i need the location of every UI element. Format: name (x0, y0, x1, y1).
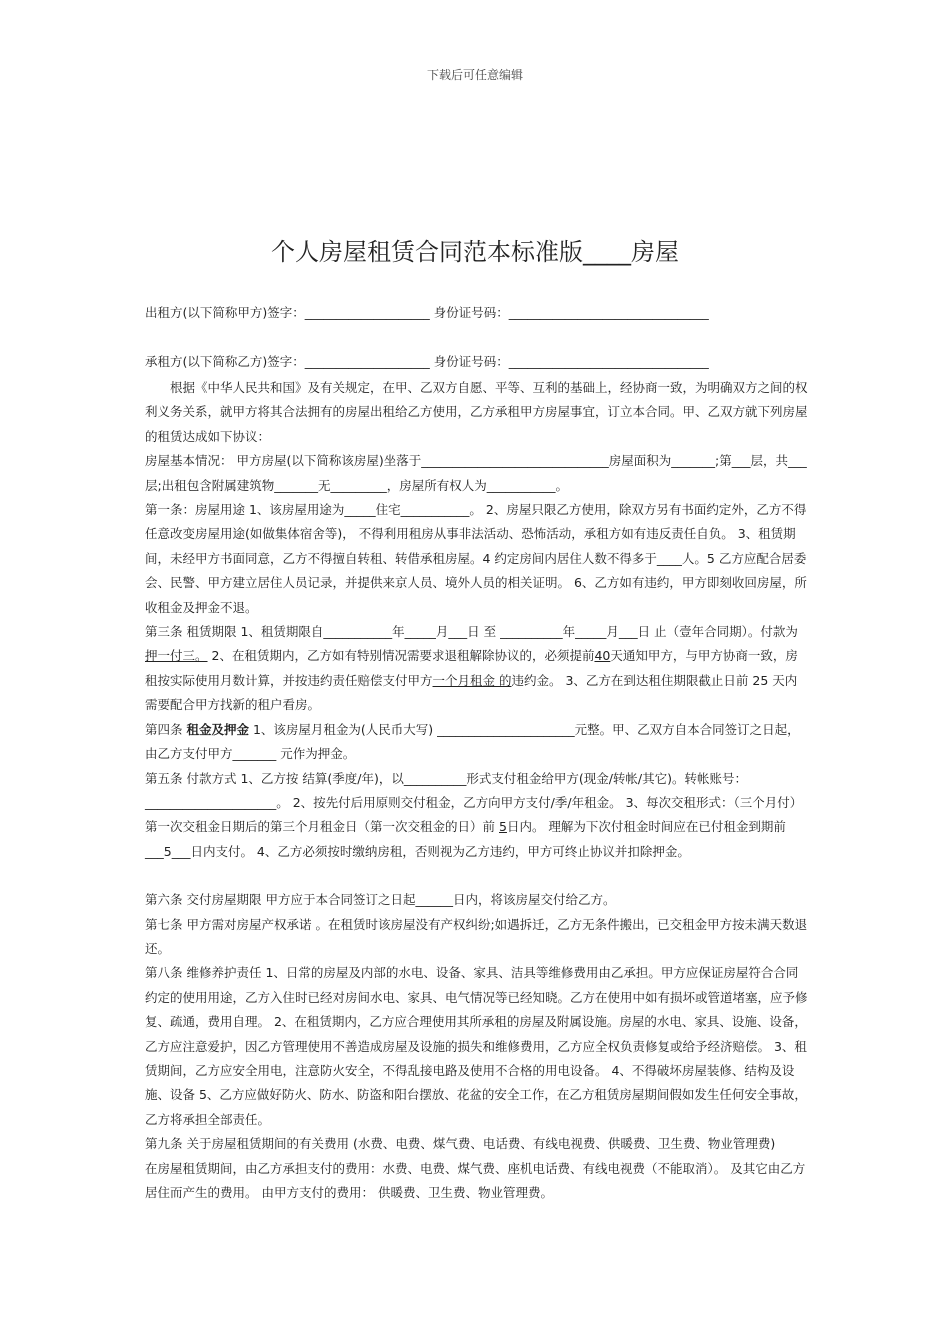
preamble-paragraph: 根据《中华人民共和国》及有关规定，在甲、乙双方自愿、平等、互利的基础上，经协商一致，为明确双方之间的权利义务关系，就甲方将其合法拥有的房屋出租给乙方使用，乙方承租甲方房屋事宜，订立本合同。甲、乙双方就下列房屋的租赁达成如下协议： (145, 380, 808, 444)
article-3-paragraph (145, 620, 809, 718)
contract-body (145, 376, 809, 1205)
article-3-text-a: 第三条 租赁期限 1、租赁期限自___________年_____月___日 至 __________年_____月___日 止（壹年合同期）。付款为 (145, 624, 798, 640)
lessor-signature-line: 出租方(以下简称甲方)签字：____________________ 身份证号码：________________________________ (145, 305, 709, 320)
header-note: 下载后可任意编辑 (426, 68, 523, 82)
paragraph-gap (145, 864, 809, 888)
article-3-payment-term: 押一付三。 (145, 648, 208, 664)
article-1-paragraph: 第一条：房屋用途 1、该房屋用途为_____住宅___________。 2、房屋只限乙方使用，除双方另有书面约定外，乙方不得任意改变房屋用途(如做集体宿舍等)， 不得利用租房从事非法活动、恐怖活动，承租方如有违反责任自负。 3、租赁期间，未经甲方书面同意，乙方不得擅自转租、转借承租房屋。4 约定房间内居住人数不得多于____人。5 乙方应配合居委会、民警、甲方建立居住人员记录，并提供来京人员、境外人员的相关证明。 6、乙方如有违约，甲方即刻收回房屋，所收租金及押金不退。 (145, 502, 807, 615)
article-3-text-d: 违约金。 3、乙方在到达租住期限截止日前 25 天内需要配合甲方找新的租户看房。 (145, 672, 798, 713)
article-9-paragraph: 在房屋租赁期间，由乙方承担支付的费用：水费、电费、煤气费、座机电话费、有线电视费（不能取消）。 及其它由乙方居住而产生的费用。 由甲方支付的费用： 供暖费、卫生费、物业管理费。 (145, 1160, 806, 1200)
article-6-paragraph: 第六条 交付房屋期限 甲方应于本合同签订之日起______日内，将该房屋交付给乙方。 (145, 892, 616, 908)
article-5-days: 5 (499, 819, 507, 835)
article-3-text-b: 2、在租赁期内，乙方如有特别情况需要求退租解除协议的，必须提前 (207, 648, 595, 664)
article-3-text-c: 天通知甲方，与甲方协商一致，房租按实际使用月数计算，并按违约责任赔偿支付甲方 (145, 648, 798, 688)
lessee-signature-line: 承租方(以下简称乙方)签字：____________________ 身份证号码：________________________________ (145, 354, 709, 369)
article-7-paragraph: 第七条 甲方需对房屋产权承诺 。在租赁时该房屋没有产权纠纷;如遇拆迁，乙方无条件搬出，已交租金甲方按未满天数退还。 (145, 916, 808, 956)
article-5-paragraph (145, 767, 809, 865)
article-8-paragraph: 第八条 维修养护责任 1、日常的房屋及内部的水电、设备、家具、洁具等维修费用由乙承担。甲方应保证房屋符合合同约定的使用用途，乙方入住时已经对房间水电、家具、电气情况等已经知晓。乙方在使用中如有损坏或管道堵塞，应予修复、疏通，费用自理。 2、在租赁期内，乙方应合理使用其所承租的房屋及附属设施。房屋的水电、家具、设施、设备，乙方应注意爱护，因乙方管理使用不善造成房屋及设施的损失和维修费用，乙方应全权负责修复或给予经济赔偿。 3、租赁期间，乙方应安全用电，注意防火安全，不得乱接电路及使用不合格的用电设备。 4、不得破坏房屋装修、结构及设施、设备 5、乙方应做好防火、防水、防盗和阳台摆放、花盆的安全工作，在乙方租赁房屋期间假如发生任何安全事故，乙方将承担全部责任。 (145, 965, 808, 1127)
article-4-paragraph (145, 718, 809, 767)
article-4-head: 第四条 (145, 721, 187, 737)
article-3-notice-days: 40 (594, 648, 611, 664)
article-5-text-b: 日内。 理解为下次付租金时间应在已付租金到期前___5___日内支付。 4、乙方必须按时缴纳房租，否则视为乙方违约，甲方可终止协议并扣除押金。 (145, 819, 786, 859)
article-9-title: 第九条 关于房屋租赁期间的有关费用 (水费、电费、煤气费、电话费、有线电视费、供暖费、卫生费、物业管理费) (145, 1136, 776, 1152)
article-3-penalty: 一个月租金 的 (432, 672, 512, 688)
basic-info-paragraph: 房屋基本情况： 甲方房屋(以下简称该房屋)坐落于______________________________房屋面积为_______;第___层，共___层;出租包含附属建筑物_______无_________，房屋所有权人为___________。 (145, 453, 807, 493)
document-title: 个人房屋租赁合同范本标准版____房屋 (271, 238, 679, 266)
article-5-text-a: 第五条 付款方式 1、乙方按 结算(季度/年)，以__________形式支付租金给甲方(现金/转帐/其它)。转帐账号：_____________________。 2、按先付后用原则交付租金，乙方向甲方支付/季/年租金。 3、每次交租形式：（三个月付）第一次交租金日期后的第三个月租金日（第一次交租金的日）前 (145, 770, 803, 835)
article-4-text: 1、该房屋月租金为(人民币大写) ______________________元整。甲、乙双方自本合同签订之日起，由乙方支付甲方_______ 元作为押金。 (145, 721, 800, 762)
article-4-bold-title: 租金及押金 (186, 721, 249, 737)
